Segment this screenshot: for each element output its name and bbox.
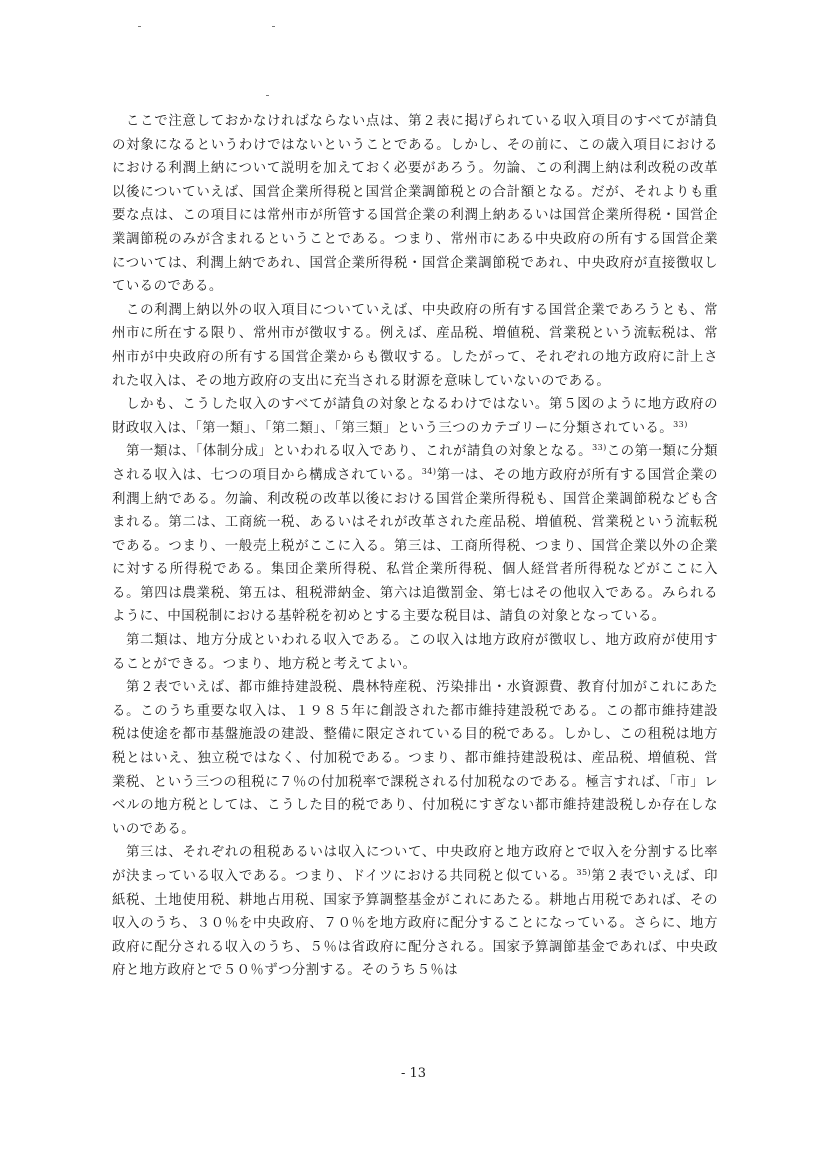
paragraph: 第二類は、地方分成といわれる収入である。この収入は地方政府が徴収し、地方政府が使用することができる。つまり、地方税と考えてよい。 — [112, 633, 718, 672]
scan-mark — [138, 26, 141, 27]
scan-mark — [266, 95, 269, 96]
paragraph: 第一類は、「体制分成」といわれる収入であり、これが請負の対象となる。$^{33)}$この第一類に分類される収入は、七つの項目から構成されている。$^{34)}$第一は、その地方政府が所有する国営企業の利潤上納である。勿論、利改税の改革以後における国営企業所得税も、国営企業調節税なども含まれる。第二は、工商統一税、あるいはそれが改革された産品税、増値税、営業税という流転税である。つまり、一般売上税がここに入る。第三は、工商所得税、つまり、国営企業以外の企業に対する所得税である。集団企業所得税、私営企業所得税、個人経営者所得税などがここに入る。第四は農業税、第五は、租税滞納金、第六は追徴罰金、第七はその他収入である。みられるように、中国税制における基幹税を初めとする主要な税目は、請負の対象となっている。 — [112, 443, 718, 625]
body-text — [112, 110, 718, 983]
paragraph: 第三は、それぞれの租税あるいは収入について、中央政府と地方政府とで収入を分割する比率が決まっている収入である。つまり、ドイツにおける共同税と似ている。$^{35)}$第２表でいえば、印紙税、土地使用税、耕地占用税、国家予算調整基金がこれにあたる。耕地占用税であれば、その収入のうち、３０％を中央政府、７０％を地方政府に配分することになっている。さらに、地方政府に配分される収入のうち、５％は省政府に配分される。国家予算調節基金であれば、中央政府と地方政府とで５０％ずつ分割する。そのうち５％は — [112, 845, 718, 979]
footnote-marker: 33) — [592, 443, 607, 453]
footnote-marker: 33) — [673, 419, 688, 429]
paragraph: この利潤上納以外の収入項目についていえば、中央政府の所有する国営企業であろうとも、常州市に所在する限り、常州市が徴収する。例えば、産品税、増値税、営業税という流転税は、常州市が中央政府の所有する国営企業からも徴収する。したがって、それぞれの地方政府に計上された収入は、その地方政府の支出に充当される財源を意味していないのである。 — [112, 302, 718, 389]
scan-mark — [272, 26, 275, 27]
paragraph: 第２表でいえば、都市維持建設税、農林特産税、汚染排出・水資源費、教育付加がこれにあたる。このうち重要な収入は、１９８５年に創設された都市維持建設税である。この都市維持建設税は使途を都市基盤施設の建設、整備に限定されている目的税である。しかし、この租税は地方税とはいえ、独立税ではなく、付加税である。つまり、都市維持建設税は、産品税、増値税、営業税、という三つの租税に７％の付加税率で課税される付加税なのである。極言すれば、「市」レベルの地方税としては、こうした目的税であり、付加税にすぎない都市維持建設税しか存在しないのである。 — [112, 680, 718, 837]
paragraph: ここで注意しておかなければならない点は、第２表に掲げられている収入項目のすべてが請負の対象になるというわけではないということである。しかし、その前に、この歳入項目におけるにおける利潤上納について説明を加えておく必要があろう。勿論、この利潤上納は利改税の改革以後についていえば、国営企業所得税と国営企業調節税との合計額となる。だが、それよりも重要な点は、この項目には常州市が所管する国営企業の利潤上納あるいは国営企業所得税・国営企業調節税のみが含まれるということである。つまり、常州市にある中央政府の所有する国営企業については、利潤上納であれ、国営企業所得税・国営企業調節税であれ、中央政府が直接徴収しているのである。 — [112, 114, 718, 295]
footnote-marker: 34) — [421, 466, 437, 476]
footnote-marker: 35) — [576, 868, 592, 877]
page-number: - 13 — [400, 1066, 427, 1081]
paragraph: しかも、こうした収入のすべてが請負の対象となるわけではない。第５図のように地方政府の財政収入は、「第一類」、「第二類」、「第三類」という三つのカテゴリーに分類されている。$^{33)}$ — [112, 397, 718, 436]
